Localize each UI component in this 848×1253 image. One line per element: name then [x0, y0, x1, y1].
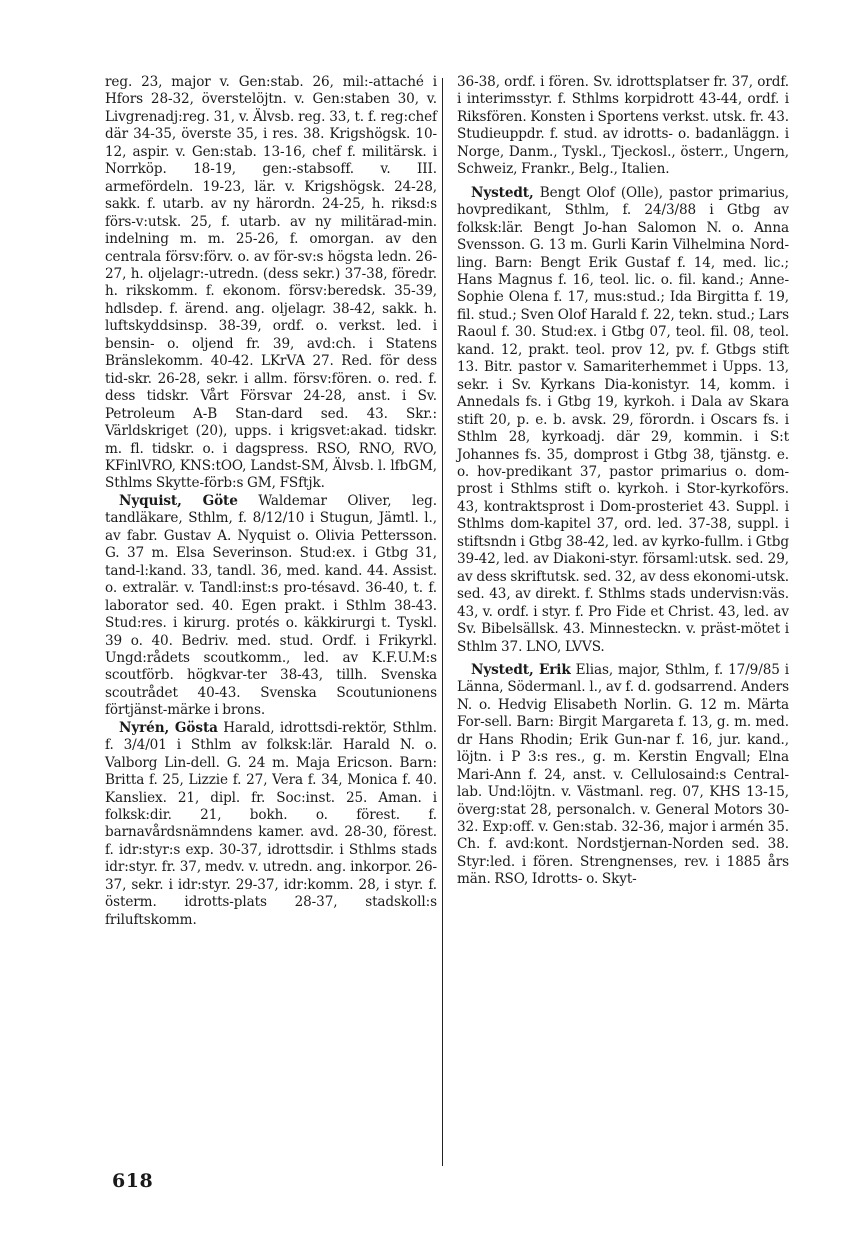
entry-name: Nyrén, Gösta [119, 719, 218, 736]
entry-text: 36-38, ordf. i fören. Sv. idrottsplatser fr. 37, ordf. i interimsstyr. f. Sthlms korpidrott 43-44, ordf. i Riksfören. Konsten i Sportens verkst. utsk. fr. 43. Studieuppdr. f. stud. av idrotts- o. badanläggn. i Norge, Danm., Tyskl., Tjeckosl., österr., Ungern, Schweiz, Frankr., Belg., Italien. [457, 74, 789, 178]
entry-text: Harald, idrottsdi-rektör, Sthlm. f. 3/4/01 i Sthlm av folksk:lär. Harald N. o. Valborg Lin-dell. G. 24 m. Maja Ericson. Barn: Britta f. 25, Lizzie f. 27, Vera f. 34, Monica f. 40. Kansliex. 21, dipl. fr. Soc:inst. 25. Aman. i folksk:dir. 21, bokh. o. förest. f. barnavårdsnämndens kamer. avd. 28-30, förest. f. idr:styr:s exp. 30-37, idrottsdir. i Sthlms stads idr:styr. fr. 37, medv. v. utredn. ang. inkorpor. 26-37, sekr. i idr:styr. 29-37, idr:komm. 28, i styr. f. österm. idrotts-plats 28-37, stadskoll:s friluftskomm. [105, 719, 438, 928]
left-column [105, 74, 437, 929]
page-number: 618 [112, 1170, 154, 1192]
entry-nyren-gosta [105, 720, 437, 929]
entry-text: Bengt Olof (Olle), pastor primarius, hovpredikant, Sthlm, f. 24/3/88 i Gtbg av folksk:lär. Bengt Jo-han Salomon N. o. Anna Svensson. G. 13 m. Gurli Karin Vilhelmina Nord-ling. Barn: Bengt Erik Gustaf f. 14, med. lic.; Hans Magnus f. 16, teol. lic. o. fil. kand.; Anne-Sophie Olena f. 17, mus:stud.; Ida Birgitta f. 19, fil. stud.; Sven Olof Harald f. 22, tekn. stud.; Lars Raoul f. 30. Stud:ex. i Gtbg 07, teol. fil. 08, teol. kand. 12, prakt. teol. prov 12, pv. f. Gtbgs stift 13. Bitr. pastor v. Samariterhemmet i Upps. 13, sekr. i Sv. Kyrkans Dia-konistyr. 14, komm. i Annedals fs. i Gtbg 19, kyrkoh. i Dala av Skara stift 20, p. e. b. avsk. 29, förordn. i Oscars fs. i Sthlm 28, kyrkoadj. där 29, kommin. i S:t Johannes fs. 35, domprost i Gtbg 38, tjänstg. e. o. hov-predikant 37, pastor primarius o. dom-prost i Sthlms stift o. kyrkoh. i Stor-kyrkoförs. 43, kontraktsprost i Dom-prosteriet 43. Suppl. i Sthlms dom-kapitel 37, ord. led. 37-38, suppl. i stiftsndn i Gtbg 38-42, led. av kyrko-fullm. i Gtbg 39-42, led. av Diakoni-styr. församl:utsk. sed. 29, av dess skriftutsk. sed. 32, av dess ekonomi-utsk. sed. 43, av direkt. f. Sthlms stads undervisn:väs. 43, v. ordf. i styr. f. Pro Fide et Christ. 43, led. av Sv. Bibelsällsk. 43. Minnesteckn. v. präst-mötet i Sthlm 37. LNO, LVVS. [457, 184, 789, 655]
entry-name: Nystedt, [471, 184, 534, 201]
entry-text: reg. 23, major v. Gen:stab. 26, mil:-attaché i Hfors 28-32, överstelöjtn. v. Gen:staben 30, v. Livgrenadj:reg. 31, v. Älvsb. reg. 33, t. f. reg:chef där 34-35, överste 35, i res. 38. Krigshögsk. 10-12, aspir. v. Gen:stab. 13-16, chef f. militärsk. i Norrköp. 18-19, gen:-stabsoff. v. III. armefördeln. 19-23, lär. v. Krigshögsk. 24-28, sakk. f. utarb. av ny härordn. 24-25, h. riksd:s förs-v:utsk. 25, f. utarb. av ny militärad-min. indelning m. m. 25-26, f. omorgan. av den centrala försv:förv. o. av för-sv:s högsta ledn. 26-27, h. oljelagr:-utredn. (dess sekr.) 37-38, föredr. h. rikskomm. f. ekonom. försv:beredsk. 35-39, hdlsdep. f. ärend. ang. oljelagr. 38-42, sakk. h. luftskyddsinsp. 38-39, ordf. o. verkst. led. i bensin- o. oljend fr. 39, avd:ch. i Statens Bränslekomm. 40-42. LKrVA 27. Red. för dess tid-skr. 26-28, sekr. i allm. försv:fören. o. red. f. dess tidskr. Vårt Försvar 24-28, anst. i Sv. Petroleum A-B Stan-dard sed. 43. Skr.: Världskriget (20), upps. i krigsvet:akad. tidskr. m. fl. tidskr. o. i dagspress. RSO, RNO, RVO, KFinlVRO, KNS:tOO, Landst-SM, Älvsb. l. lfbGM, Sthlms Skytte-förb:s GM, FSftjk. [105, 74, 437, 492]
entry-continuation [457, 74, 789, 179]
entry-name: Nyquist, Göte [119, 492, 238, 509]
right-column [457, 74, 789, 889]
entry-text: Waldemar Oliver, leg. tandläkare, Sthlm, f. 8/12/10 i Stugun, Jämtl. l., av fabr. Gustav A. Nyquist o. Olivia Pettersson. G. 37 m. Elsa Severinson. Stud:ex. i Gtbg 31, tand-l:kand. 33, tandl. 36, med. kand. 44. Assist. o. extralär. v. Tandl:inst:s pro-tésavd. 36-40, t. f. laborator sed. 40. Egen prakt. i Sthlm 38-43. Stud:res. i kirurg. protés o. käkkirurgi t. Tyskl. 39 o. 40. Bedriv. med. stud. Ordf. i Frikyrkl. Ungd:rådets scoutkomm., led. av K.F.U.M:s scoutförb. högkvar-ter 38-43, tillh. Svenska scoutrådet 40-43. Svenska Scoutunionens förtjänst-märke i brons. [105, 492, 437, 719]
entry-nyquist-gote [105, 493, 437, 720]
entry-nystedt-erik [457, 662, 789, 889]
entry-continuation [105, 74, 437, 493]
entry-name: Nystedt, Erik [471, 661, 571, 678]
entry-text: Elias, major, Sthlm, f. 17/9/85 i Länna, Södermanl. l., av f. d. godsarrend. Anders N. o. Hedvig Elisabeth Norlin. G. 12 m. Märta For-sell. Barn: Birgit Margareta f. 13, g. m. med. dr Hans Rhodin; Erik Gun-nar f. 16, jur. kand., löjtn. i P 3:s res., g. m. Kerstin Engvall; Elna Mari-Ann f. 24, anst. v. Cellulosaind:s Central-lab. Und:löjtn. v. Västmanl. reg. 07, KHS 13-15, överg:stat 28, personalch. v. General Motors 30-32. Exp:off. v. Gen:stab. 32-36, major i armén 35. Ch. f. avd:kont. Nordstjernan-Norden sed. 38. Styr:led. i fören. Strengnenses, rev. i 1885 års män. RSO, Idrotts- o. Skyt- [457, 661, 789, 888]
entry-nystedt-bengt [457, 185, 789, 656]
column-divider [442, 78, 443, 1166]
